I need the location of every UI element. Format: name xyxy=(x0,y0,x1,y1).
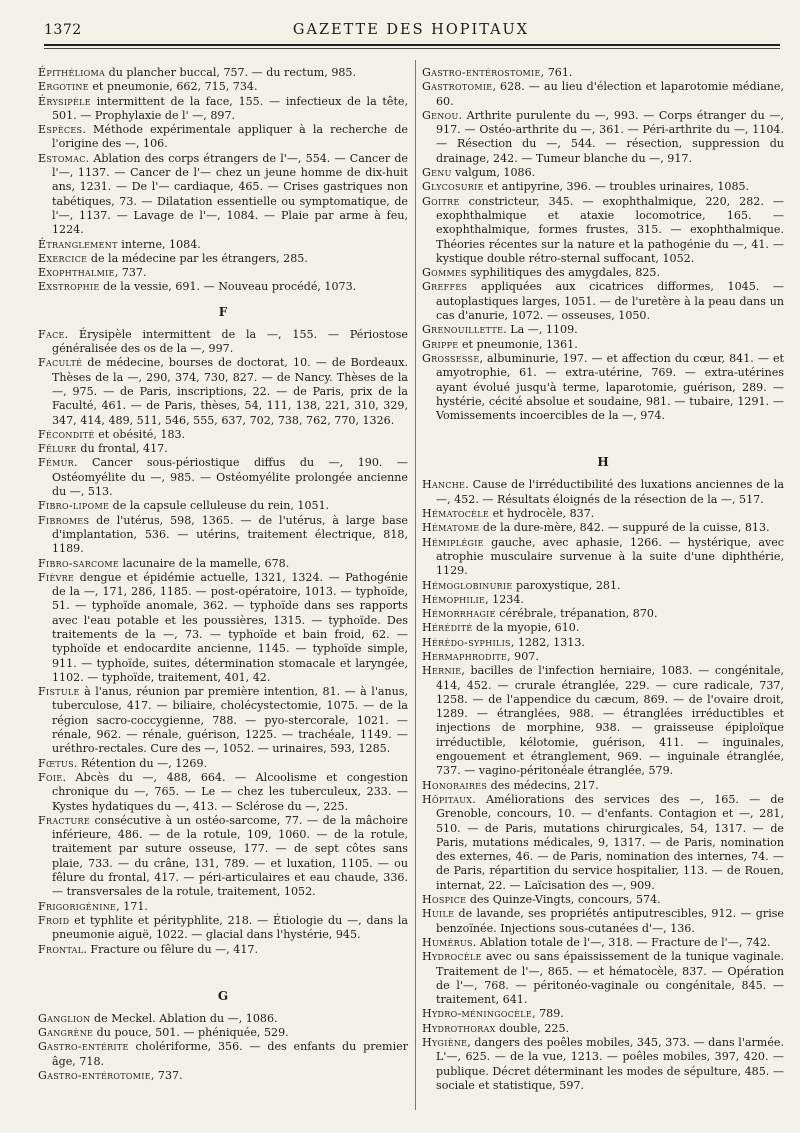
index-term: Fêlure xyxy=(38,442,77,456)
index-references: lacunaire de la mamelle, 678. xyxy=(118,556,290,570)
index-term: Gommes xyxy=(422,266,467,280)
index-term: Gastrotomie xyxy=(422,80,493,94)
index-references: . Améliorations des services des —, 165. — de Grenoble, concours, 10. — d'enfants. Contagion et —, 281, 510. — de Paris, mutations chirurgicales, 54, 1317. — de Paris, mutations médicales, 9, 1317. — de Paris, nomination des externes, 46. — de Paris, nomination des internes, 74. — de Paris, répartition du service hospitalier, 113. — de Rouen, internat, 22. — Laïcisation des —, 909. xyxy=(436,792,784,892)
index-term: Honoraires xyxy=(422,778,488,792)
index-entry xyxy=(422,338,784,352)
index-references: double, 225. xyxy=(495,1021,570,1035)
index-entry xyxy=(422,1022,784,1036)
index-term: Hémophilie xyxy=(422,592,486,606)
index-entry xyxy=(422,166,784,180)
index-references: de Meckel. Ablation du —, 1086. xyxy=(90,1011,278,1025)
section-letter: H xyxy=(597,455,609,470)
index-column-right xyxy=(422,66,784,1093)
index-references: . Rétention du —, 1269. xyxy=(73,756,208,770)
index-references: , 761. xyxy=(540,66,573,79)
index-term: Genou xyxy=(422,108,459,122)
index-entry xyxy=(38,280,408,294)
index-references: intermittent de la face, 155. — infectieux de la tête, 501. — Prophylaxie de l' —, 897. xyxy=(52,94,408,122)
index-term: Hygiène xyxy=(422,1036,468,1049)
index-entry xyxy=(38,1069,408,1083)
index-term: Faculté xyxy=(38,356,83,370)
index-term: Hématocèle xyxy=(422,507,490,521)
index-references: , bacilles de l'infection herniaire, 1083. — congénitale, 414, 452. — crurale étranglée, 229. — cure radicale, 737, 1258. — de l'appendice du cæcum, 869. — de l'ovaire droit, 1289. — étranglées, 988. — étranglées irréductibles et injections de morphine, 938. — graisseuse épiploïque irréductible, kélotomie, guérison, 411. — inguinales, engouement et étranglement, 969. — inguinale étranglée, 737. — vagino-péritonéale étranglée, 579. xyxy=(436,664,784,778)
index-references: interne, 1084. xyxy=(117,237,201,251)
index-entry xyxy=(38,66,408,80)
index-references: , 737. xyxy=(150,1069,183,1082)
index-references: du frontal, 417. xyxy=(76,442,168,456)
index-term: Greffes xyxy=(422,280,468,294)
index-term: Hydro-méningocèle xyxy=(422,1007,533,1021)
index-references: consécutive à un ostéo-sarcome, 77. — de la mâchoire inférieure, 486. — de la rotule, 109, 1060. — de la rotule, traitement par suture osseuse, 177. — de sept côtes sans plaie, 733. — du crâne, 131, 789. — et luxation, 1105. — ou fêlure du frontal, 417. — péri-articulaires et eau chaude, 336. — transversales de la rotule, traitement, 1052. xyxy=(52,813,408,899)
index-references: des médecins, 217. xyxy=(487,778,599,792)
index-entry xyxy=(422,109,784,166)
index-references: . Érysipèle intermittent de la —, 155. — Périostose généralisée des os de la —, 997. xyxy=(52,327,408,356)
index-term: Hospice xyxy=(422,893,467,907)
index-entry xyxy=(422,664,784,778)
index-term: Gangrène xyxy=(38,1026,94,1040)
index-term: Fistule xyxy=(38,685,80,699)
index-column-left xyxy=(38,66,408,1083)
index-entry xyxy=(422,180,784,194)
index-term: Frontal xyxy=(38,942,84,956)
index-references: , albuminurie, 197. — et affection du cœur, 841. — et amyotrophie, 61. — extra-utérine, 769. — extra-utérines ayant évolué jusqu'à terme, laparotomie, guérison, 289. — hystérie, cécité absolue et soudaine, 981. — tubaire, 1291. — Vomissements incoercibles de la —, 974. xyxy=(436,351,784,423)
index-references: . Abcès du —, 488, 664. — Alcoolisme et congestion chronique du —, 765. — Le — chez les tuberculeux, 233. — Kystes hydatiques du —, 413. — Sclérose du —, 225. xyxy=(52,770,408,813)
index-references: de l'utérus, 598, 1365. — de l'utérus, à large base d'implantation, 536. — utérins, traitement électrique, 818, 1189. xyxy=(52,513,408,556)
index-term: Gastro-entérostomie xyxy=(422,66,541,79)
header-rule-thin xyxy=(44,48,780,49)
index-entry xyxy=(422,593,784,607)
index-references: . Fracture ou fêlure du —, 417. xyxy=(83,942,258,956)
index-entry xyxy=(422,907,784,936)
index-references: à l'anus, réunion par première intention, 81. — à l'anus, tuberculose, 417. — biliaire, cholécystectomie, 1075. — de la région sacro-coccygienne, 788. — pyo-stercorale, 1021. — rénale, 962. — rénale, guérison, 1225. — trachéale, 1149. — uréthro-rectales. Cure des —, 1052. — urinaires, 593, 1285. xyxy=(52,685,408,756)
journal-title: GAZETTE DES HOPITAUX xyxy=(292,22,530,38)
index-references: de la dure-mère, 842. — suppuré de la cuisse, 813. xyxy=(479,521,770,535)
page-number: 1372 xyxy=(44,22,82,38)
index-entry xyxy=(422,779,784,793)
index-references: de la myopie, 610. xyxy=(472,621,580,635)
index-references: du pouce, 501. — phéniquée, 529. xyxy=(93,1026,289,1040)
index-entry xyxy=(422,793,784,893)
index-term: Fœtus xyxy=(38,756,74,770)
index-entry xyxy=(38,757,408,771)
index-entry xyxy=(422,521,784,535)
index-references: et pneumonie, 1361. xyxy=(458,337,578,351)
index-references: avec ou sans épaississement de la tunique vaginale. Traitement de l'—, 865. — et hématocèle, 837. — Opération de l'—, 768. — péritonéo-vaginale ou congénitale, 845. — traitement, 641. xyxy=(436,950,784,1007)
index-entry xyxy=(38,943,408,957)
index-term: Grossesse xyxy=(422,351,480,365)
index-term: Hernie xyxy=(422,664,462,678)
index-entry xyxy=(38,1012,408,1026)
index-references: de la médecine par les étrangers, 285. xyxy=(87,251,308,265)
index-entry xyxy=(422,323,784,337)
index-references: . Cause de l'irréductibilité des luxations anciennes de la —, 452. — Résultats éloignés de la résection de la —, 517. xyxy=(436,478,784,506)
index-term: Glycosurie xyxy=(422,180,484,194)
index-term: Hôpitaux xyxy=(422,792,473,806)
index-term: Frigorigénine xyxy=(38,899,117,913)
index-entry xyxy=(422,266,784,280)
index-term: Fibromes xyxy=(38,513,90,527)
index-references: constricteur, 345. — exophthalmique, 220, 282. — exophthalmique et ataxie locomotrice, 165. — exophthalmique, formes frustes, 315. — exophthalmique. Théories récentes sur la nature et la pathogénie du —, 41. — kystique double rétro-sternal suffocant, 1052. xyxy=(436,194,784,265)
index-term: Étranglement xyxy=(38,237,118,251)
index-references: cholériforme, 356. — des enfants du premier âge, 718. xyxy=(52,1040,408,1068)
index-term: Gastro-entérite xyxy=(38,1040,129,1054)
index-term: Gastro-entérotomie xyxy=(38,1069,151,1082)
index-term: Huile xyxy=(422,907,455,921)
index-entry xyxy=(422,507,784,521)
index-references: et antipyrine, 396. — troubles urinaires, 1085. xyxy=(483,180,750,194)
index-references: , 737. xyxy=(114,266,147,280)
index-references: paroxystique, 281. xyxy=(512,578,621,592)
index-references: , 628. — au lieu d'élection et laparotomie médiane, 60. xyxy=(436,80,784,108)
index-references: dengue et épidémie actuelle, 1321, 1324. — Pathogénie de la —, 171, 286, 1185. — post-opératoire, 1013. — typhoïde, 51. — typhoïde anomale, 362. — typhoïde dans ses rapports avec l'eau potable et les poussières, 1315. — typhoïde. Des traitements de la —, 73. — typhoïde et bain froid, 62. — typhoïde et endocardite ancienne, 1145. — typhoïde simple, 911. — typhoïde, suites, détermination stomacale et laryngée, 1102. — typhoïde, traitement, 401, 42. xyxy=(52,570,408,684)
index-term: Épithélioma xyxy=(38,66,106,79)
index-references: , 907. xyxy=(507,649,539,663)
index-entry xyxy=(422,195,784,266)
index-term: Hémoglobinurie xyxy=(422,578,513,592)
index-entry xyxy=(38,557,408,571)
index-term: Hermaphrodite xyxy=(422,649,508,663)
index-references: . Ablation totale de l'—, 318. — Fracture de l'—, 742. xyxy=(472,935,771,949)
index-references: appliquées aux cicatrices difformes, 1045. — autoplastiques larges, 1051. — de l'uretère à la peau dans un cas d'anurie, 1072. — osseuses, 1050. xyxy=(436,280,784,323)
index-term: Fécondité xyxy=(38,427,95,441)
index-entry xyxy=(422,650,784,664)
section-letter: G xyxy=(217,988,229,1003)
index-references: de la vessie, 691. — Nouveau procédé, 1073. xyxy=(99,280,357,294)
index-entry xyxy=(422,280,784,323)
index-term: Hémiplégie xyxy=(422,535,484,549)
index-entry xyxy=(38,900,408,914)
index-entry xyxy=(422,936,784,950)
index-entry xyxy=(38,428,408,442)
index-term: Exercice xyxy=(38,251,88,265)
index-entry xyxy=(38,80,408,94)
index-entry xyxy=(38,152,408,238)
index-term: Exstrophie xyxy=(38,280,100,294)
index-entry xyxy=(38,514,408,557)
index-entry xyxy=(422,536,784,579)
index-term: Fracture xyxy=(38,813,90,827)
index-entry xyxy=(38,1026,408,1040)
index-entry xyxy=(422,1007,784,1021)
section-letter: F xyxy=(218,304,228,319)
index-references: et pneumonie, 662, 715, 734. xyxy=(88,80,258,94)
index-entry xyxy=(38,252,408,266)
index-entry xyxy=(422,950,784,1007)
index-references: gauche, avec aphasie, 1266. — hystérique, avec atrophie musculaire survenue à la suite d'une diphthérie, 1129. xyxy=(436,535,784,578)
index-entry xyxy=(422,352,784,423)
index-entry xyxy=(38,685,408,756)
index-entry xyxy=(38,356,408,427)
index-term: Hanche xyxy=(422,478,466,492)
index-term: Hérédité xyxy=(422,621,473,635)
index-references: de la capsule celluleuse du rein, 1051. xyxy=(109,499,330,513)
index-references: des Quinze-Vingts, concours, 574. xyxy=(466,893,661,907)
index-entry xyxy=(38,442,408,456)
index-references: . Méthode expérimentale appliquer à la recherche de l'origine des —, 106. xyxy=(52,123,408,151)
column-divider xyxy=(415,60,416,1110)
index-references: , 789. xyxy=(532,1007,564,1021)
index-references: . La —, 1109. xyxy=(503,323,578,337)
index-references: et hydrocèle, 837. xyxy=(489,507,595,521)
index-entry xyxy=(422,579,784,593)
index-entry xyxy=(38,771,408,814)
index-entry xyxy=(38,328,408,357)
index-entry xyxy=(38,123,408,152)
index-term: Ergotine xyxy=(38,80,89,94)
index-term: Froid xyxy=(38,913,70,927)
header-rule xyxy=(44,44,780,46)
index-entry xyxy=(38,914,408,943)
index-term: Hémorrhagie xyxy=(422,607,496,621)
index-term: Grippe xyxy=(422,337,459,351)
index-term: Ganglion xyxy=(38,1011,91,1025)
index-entry xyxy=(422,621,784,635)
index-entry xyxy=(422,893,784,907)
index-term: Face xyxy=(38,327,65,341)
index-entry xyxy=(38,266,408,280)
index-term: Exophthalmie xyxy=(38,266,115,280)
index-term: Fibro-sarcome xyxy=(38,556,119,570)
index-references: du plancher buccal, 757. — du rectum, 985. xyxy=(105,66,357,79)
index-entry xyxy=(422,636,784,650)
index-term: Fièvre xyxy=(38,570,75,584)
index-references: et typhlite et pérityphlite, 218. — Étiologie du —, dans la pneumonie aiguë, 1022. — glacial dans l'hystérie, 945. xyxy=(52,913,408,942)
index-term: Hématome xyxy=(422,521,480,535)
index-entry xyxy=(422,478,784,507)
index-term: Grenouillette xyxy=(422,323,504,337)
index-references: . Ablation des corps étrangers de l'—, 554. — Cancer de l'—, 1137. — Cancer de l'— chez un jeune homme de dix-huit ans, 1231. — De l'— cardiaque, 465. — Crises gastriques non tabétiques, 73. — Dilatation essentielle ou symptomatique, de l'—, 1137. — Lavage de l'—, 1084. — Plaie par arme à feu, 1224. xyxy=(52,151,408,237)
index-entry xyxy=(422,607,784,621)
index-term: Goitre xyxy=(422,194,460,208)
index-term: Genu xyxy=(422,166,452,180)
index-references: valgum, 1086. xyxy=(451,166,536,180)
index-term: Estomac xyxy=(38,151,86,165)
index-term: Hydrothorax xyxy=(422,1021,496,1035)
index-references: . Cancer sous-périostique diffus du —, 190. — Ostéomyélite du —, 985. — Ostéomyélite prolongée ancienne du —, 513. xyxy=(52,456,408,499)
index-term: Foie xyxy=(38,770,63,784)
index-references: de médecine, bourses de doctorat, 10. — de Bordeaux. Thèses de la —, 290, 374, 730, 827. — de Nancy. Thèses de la —, 975. — de Paris, inscriptions, 22. — de Paris, prix de la Faculté, 461. — de Paris, thèses, 54, 111, 138, 221, 310, 329, 347, 414, 489, 511, 546, 555, 637, 702, 738, 762, 770, 1326. xyxy=(52,356,408,427)
index-references: de lavande, ses propriétés antiputrescibles, 912. — grise benzoïnée. Injections sous-cutanées d'—, 136. xyxy=(436,907,784,935)
index-references: . Arthrite purulente du —, 993. — Corps étranger du —, 917. — Ostéo-arthrite du —, 361. — Péri-arthrite du —, 1104. — Résection du —, 544. — résection, suppression du drainage, 242. — Tumeur blanche du —, 917. xyxy=(436,108,784,165)
index-term: Hérédo-syphilis xyxy=(422,635,511,649)
index-term: Fémur xyxy=(38,456,74,470)
index-term: Hydrocèle xyxy=(422,950,482,964)
index-references: et obésité, 183. xyxy=(94,427,186,441)
index-references: cérébrale, trépanation, 870. xyxy=(495,607,658,621)
index-entry xyxy=(422,1036,784,1093)
index-entry xyxy=(38,499,408,513)
index-references: , dangers des poêles mobiles, 345, 373. — dans l'armée. L'—, 625. — de la vue, 1213. — poêles mobiles, 397, 420. — publique. Décret déterminant les modes de sépulture, 485. — sociale et statistique, 597. xyxy=(436,1036,784,1092)
index-term: Fibro-lipome xyxy=(38,499,110,513)
index-entry xyxy=(38,1040,408,1069)
index-term: Érysipèle xyxy=(38,94,91,108)
index-entry xyxy=(38,95,408,124)
index-references: , 171. xyxy=(116,899,148,913)
index-entry xyxy=(38,814,408,900)
index-term: Humérus xyxy=(422,935,473,949)
index-entry xyxy=(38,238,408,252)
index-references: syphilitiques des amygdales, 825. xyxy=(466,266,661,280)
index-entry xyxy=(38,456,408,499)
index-references: , 1282, 1313. xyxy=(510,635,585,649)
index-term: Espèces xyxy=(38,123,83,137)
index-references: , 1234. xyxy=(485,592,524,606)
index-entry xyxy=(38,571,408,685)
index-entry xyxy=(422,66,784,80)
index-entry xyxy=(422,80,784,109)
